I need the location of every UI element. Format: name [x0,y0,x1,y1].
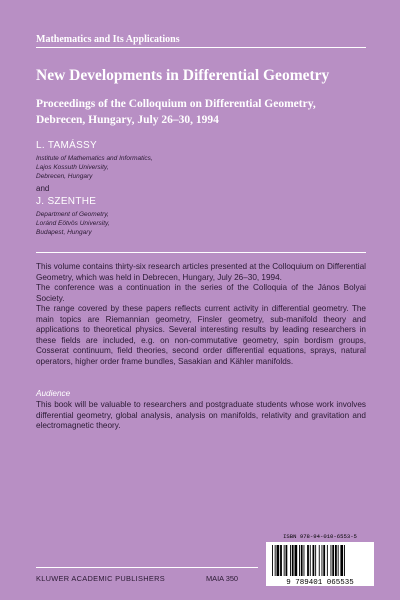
barcode-bar [327,545,328,576]
barcode [266,542,374,586]
bottom-divider [36,567,258,568]
barcode-digits: 9 789401 065535 [286,579,354,586]
audience-text: This book will be valuable to researchers and postgraduate students whose work involves differential geometry, global analysis, analysis on manifolds, relativity and gravitation and electromagnetic theory. [36,400,366,430]
barcode-bar [313,545,315,576]
barcode-bar [284,545,285,576]
barcode-bar [319,545,320,576]
barcode-bar [310,545,311,576]
barcode-bar [332,545,334,576]
book-subtitle [36,96,376,128]
series-number: MAIA 350 [206,574,239,583]
barcode-bar [335,545,337,576]
editor-affiliation [36,154,153,181]
barcode-bar [322,545,323,576]
barcode-bars [272,545,345,576]
barcode-image [266,542,374,586]
affiliation-line: Institute of Mathematics and Informatics, [36,155,153,162]
affiliation-line: Budapest, Hungary [36,229,92,236]
barcode-bar [280,545,282,576]
description [36,262,366,367]
barcode-bar [315,545,316,576]
barcode-bar [292,545,294,576]
series-title: Mathematics and Its Applications [36,34,180,45]
affiliation-line: Lajos Kossuth University, [36,164,109,171]
barcode-bar [331,545,332,576]
affiliation-line: Debrecen, Hungary [36,173,93,180]
isbn-label: ISBN 978-94-010-6553-5 [283,533,357,540]
barcode-bar [272,545,273,576]
description-paragraph: The range covered by these papers reflects current activity in differential geometry. The main topics are Riemannian geometry, Finsler geometry, sub-manifold theory and applications to theoretical physics. Several interesting results by leading researchers in these fields are included, e.g. on non-commutative geometry, spin bordism groups, Cosserat continuum, field theories, second order differential equations, sprays, natural operators, higher order frame bundles, Sasakian and Kähler manifolds. [36,304,366,366]
barcode-bar [307,545,309,576]
top-divider [36,47,366,48]
and-label: and [36,184,50,193]
audience-heading: Audience [36,389,71,398]
barcode-bar [286,545,288,576]
editor-affiliation [36,210,110,237]
barcode-bar [275,545,276,576]
barcode-bar [290,545,291,576]
barcode-bar [301,545,303,576]
barcode-bar [338,545,339,576]
barcode-bar [344,545,345,576]
barcode-bar [277,545,280,576]
barcode-bar [299,545,300,576]
subtitle-line: Proceedings of the Colloquium on Differential Geometry, [36,98,316,110]
editor-name: L. TAMÁSSY [36,140,97,151]
editor-name: J. SZENTHE [36,196,97,207]
affiliation-line: Loránd Eötvös University, [36,220,110,227]
book-title: New Developments in Differential Geometry [36,67,330,84]
subtitle-line: Debrecen, Hungary, July 26–30, 1994 [36,114,219,126]
barcode-bar [323,545,325,576]
description-paragraph: The conference was a continuation in the series of the Colloquia of the János Bolyai Society. [36,283,366,303]
barcode-bar [304,545,305,576]
description-paragraph: This volume contains thirty-six research articles presented at the Colloquium on Differential Geometry, which was held in Debrecen, Hungary, July 26–30, 1994. [36,262,366,282]
publisher-name: KLUWER ACADEMIC PUBLISHERS [36,574,165,583]
barcode-bar [340,545,343,576]
affiliation-line: Department of Geometry, [36,211,109,218]
barcode-bar [295,545,298,576]
middle-divider [36,252,366,253]
